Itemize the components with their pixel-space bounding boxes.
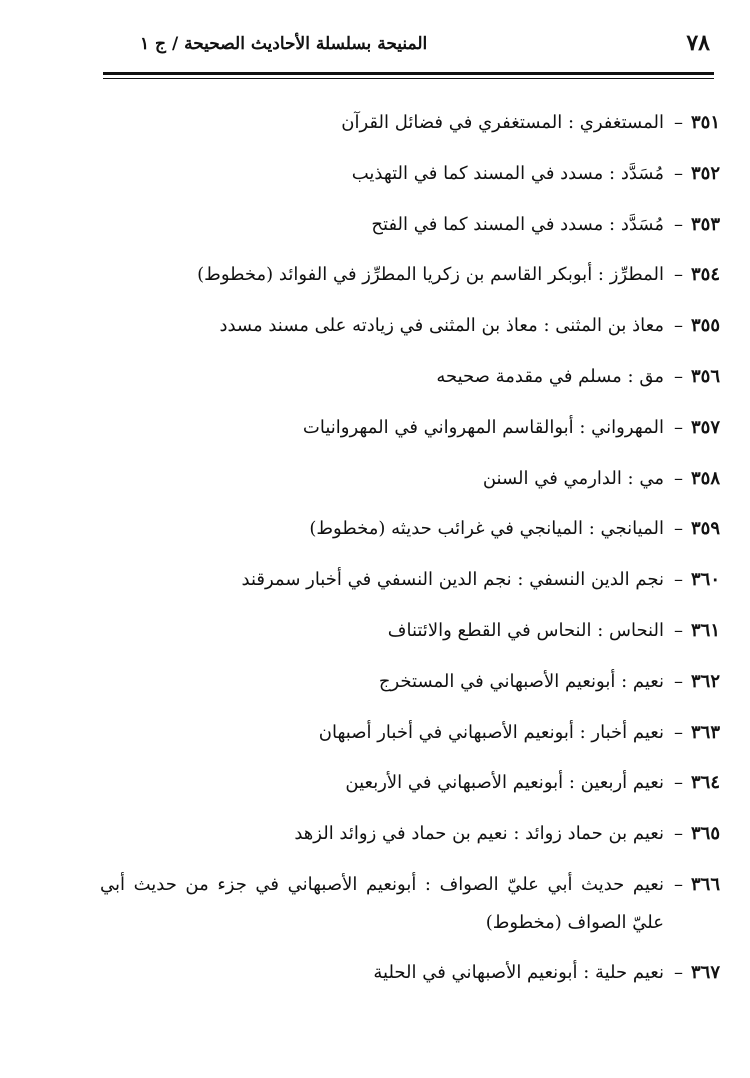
running-title: المنيحة بسلسلة الأحاديث الصحيحة / ج ١ xyxy=(140,34,428,54)
entry-dash: – xyxy=(673,619,683,641)
entry-number: ٣٥٩ xyxy=(690,518,720,540)
entry-number: ٣٦٠ xyxy=(690,569,720,591)
entry-dash: – xyxy=(673,315,683,337)
entry-text: نعيم حلية : أبونعيم الأصبهاني في الحلية xyxy=(373,961,664,983)
entry-dash: – xyxy=(673,569,683,591)
entry-text: مي : الدارمي في السنن xyxy=(482,467,664,489)
entry-number: ٣٥٧ xyxy=(690,416,720,438)
list-item xyxy=(100,104,720,155)
entry-number: ٣٥٢ xyxy=(690,162,720,184)
list-item xyxy=(100,714,720,765)
entry-number: ٣٥٣ xyxy=(690,213,720,235)
list-item xyxy=(100,460,720,511)
entry-number: ٣٦٣ xyxy=(690,721,720,743)
entry-number: ٣٦٢ xyxy=(690,670,720,692)
entry-text: مق : مسلم في مقدمة صحيحه xyxy=(436,365,664,387)
entry-dash: – xyxy=(673,365,683,387)
list-item xyxy=(100,954,720,1005)
entry-text: المطرِّز : أبوبكر القاسم بن زكريا المطرِّز في الفوائد (مخطوط) xyxy=(197,264,664,286)
list-item xyxy=(100,409,720,460)
entry-number: ٣٦٤ xyxy=(690,772,720,794)
list-item xyxy=(100,764,720,815)
list-item xyxy=(100,307,720,358)
entry-number: ٣٥٥ xyxy=(690,315,720,337)
entry-text: النحاس : النحاس في القطع والائتناف xyxy=(387,619,664,641)
entry-dash: – xyxy=(673,823,683,845)
entry-text: المستغفري : المستغفري في فضائل القرآن xyxy=(341,112,664,133)
entry-dash: – xyxy=(673,213,683,235)
list-item xyxy=(100,815,720,866)
entry-dash: – xyxy=(673,721,683,743)
entry-dash: – xyxy=(673,162,683,184)
entry-number: ٣٦٥ xyxy=(690,823,720,845)
entry-text: المهرواني : أبوالقاسم المهرواني في المهروانيات xyxy=(302,416,664,438)
entry-number: ٣٦١ xyxy=(690,619,720,641)
entry-dash: – xyxy=(673,873,683,895)
list-item xyxy=(100,155,720,206)
list-item xyxy=(100,358,720,409)
entry-number: ٣٦٦ xyxy=(690,873,720,895)
entry-text: نعيم أخبار : أبونعيم الأصبهاني في أخبار أصبهان xyxy=(318,721,664,743)
list-item xyxy=(100,663,720,714)
header-rule-thick xyxy=(103,72,714,75)
page-header xyxy=(100,28,710,68)
list-item xyxy=(100,561,720,612)
entry-number: ٣٥٨ xyxy=(690,467,720,489)
entry-text: نعيم أربعين : أبونعيم الأصبهاني في الأربعين xyxy=(345,772,664,794)
entry-dash: – xyxy=(673,518,683,540)
list-item xyxy=(100,206,720,257)
entry-text: نعيم : أبونعيم الأصبهاني في المستخرج xyxy=(378,670,664,692)
entry-dash: – xyxy=(673,112,683,133)
entry-dash: – xyxy=(673,416,683,438)
entry-text: نعيم حديث أبي عليّ الصواف : أبونعيم الأصبهاني في جزء من حديث أبي عليّ الصواف (مخطوط) xyxy=(100,873,664,933)
page-number: ٧٨ xyxy=(686,30,710,56)
header-rule-thin xyxy=(103,78,714,79)
list-item xyxy=(100,256,720,307)
entry-text: نجم الدين النسفي : نجم الدين النسفي في أخبار سمرقند xyxy=(241,569,664,591)
entry-number: ٣٦٧ xyxy=(690,961,720,983)
list-item xyxy=(100,612,720,663)
entry-dash: – xyxy=(673,467,683,489)
list-item xyxy=(100,510,720,561)
entry-text: مُسَدَّد : مسدد في المسند كما في التهذيب xyxy=(351,162,664,184)
entry-text: نعيم بن حماد زوائد : نعيم بن حماد في زوائد الزهد xyxy=(294,823,664,845)
abbreviations-list xyxy=(100,104,720,1005)
entry-dash: – xyxy=(673,772,683,794)
entry-dash: – xyxy=(673,264,683,286)
entry-dash: – xyxy=(673,961,683,983)
entry-text: معاذ بن المثنى : معاذ بن المثنى في زيادته على مسند مسدد xyxy=(219,315,664,337)
entry-dash: – xyxy=(673,670,683,692)
entry-number: ٣٥٦ xyxy=(690,365,720,387)
entry-number: ٣٥١ xyxy=(690,112,720,133)
entry-text: الميانجي : الميانجي في غرائب حديثه (مخطوط) xyxy=(309,518,664,540)
entry-text: مُسَدَّد : مسدد في المسند كما في الفتح xyxy=(371,213,664,235)
list-item xyxy=(100,866,720,954)
entry-number: ٣٥٤ xyxy=(690,264,720,286)
